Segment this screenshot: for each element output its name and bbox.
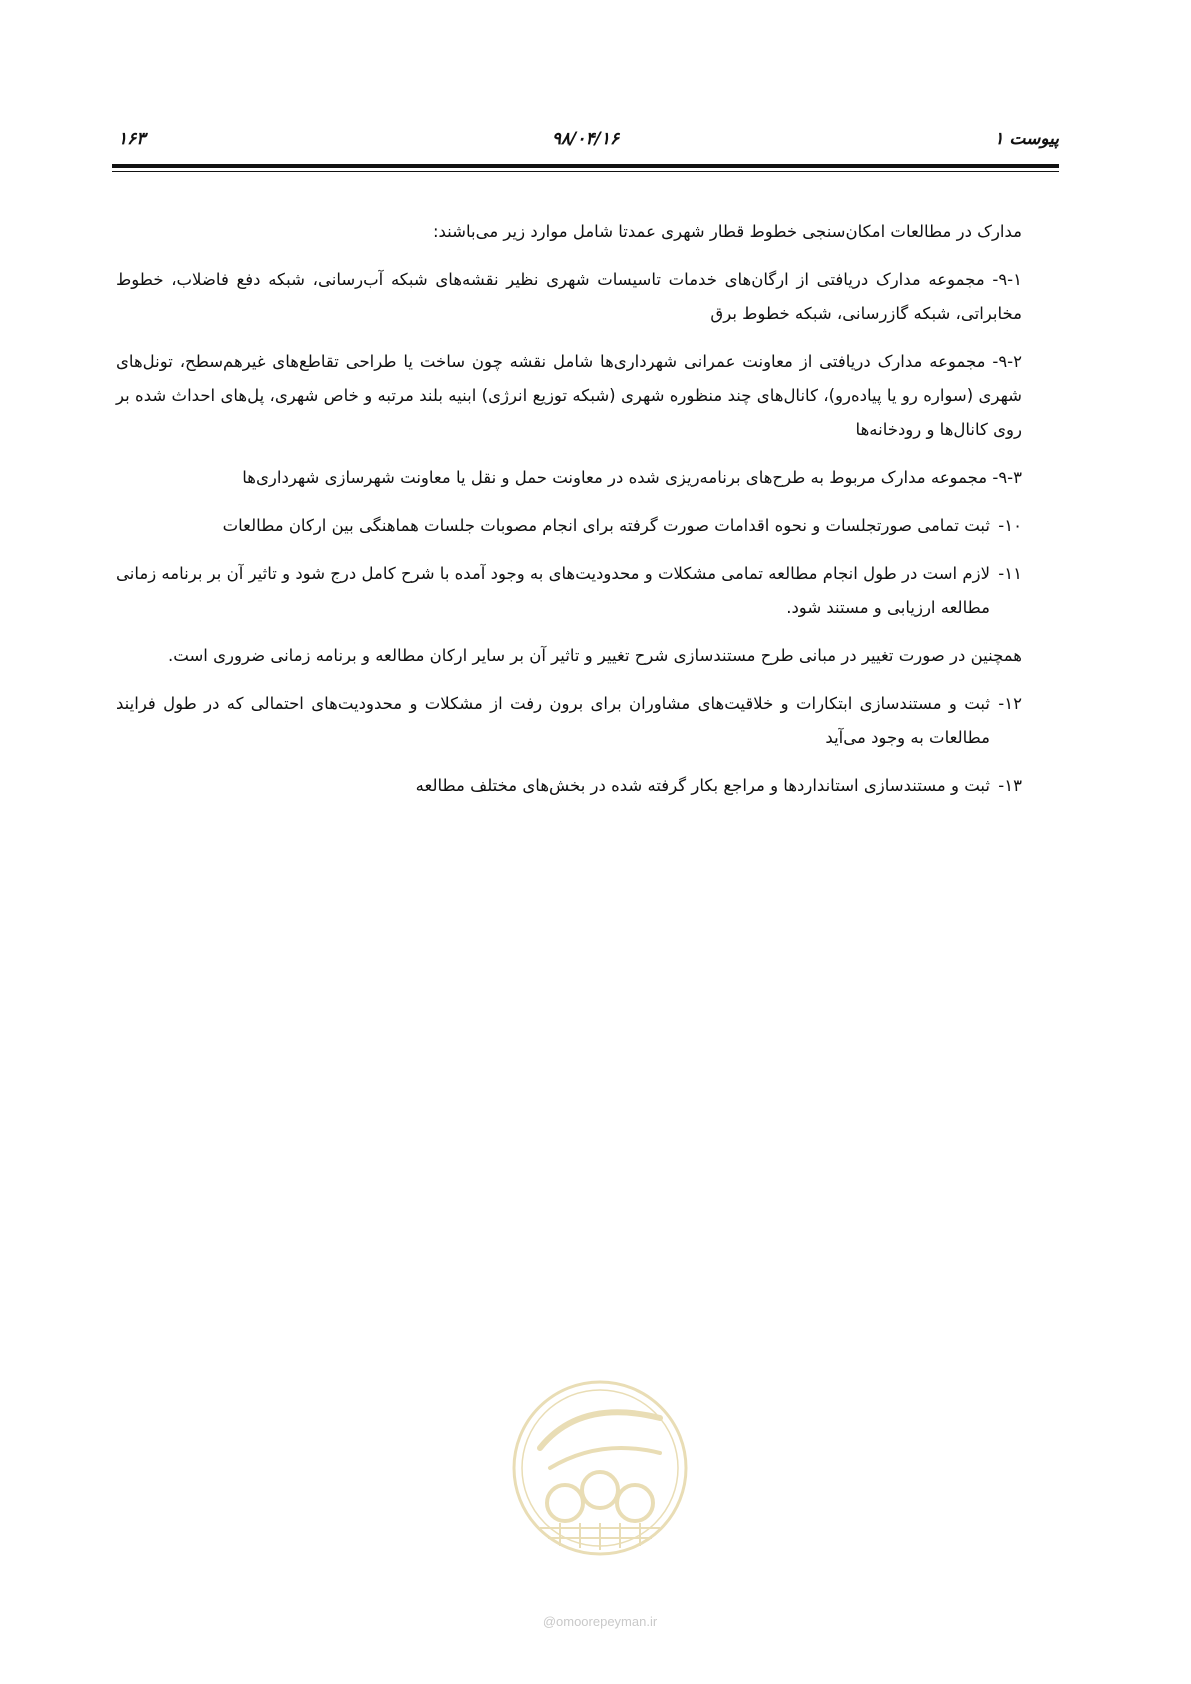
item-13-text: ثبت و مستندسازی استانداردها و مراجع بکار گرفته شده در بخش‌های مختلف مطالعه xyxy=(415,776,990,795)
item-11-text: لازم است در طول انجام مطالعه تمامی مشکلات و محدودیت‌های به وجود آمده با شرح کامل درج شود و تاثیر آن بر برنامه زمانی مطالعه ارزیابی و مستند شود. xyxy=(116,564,990,617)
paragraph-9-2: ۹-۲- مجموعه مدارک دریافتی از معاونت عمرانی شهرداری‌ها شامل نقشه چون ساخت یا طراحی تقاطع‌های غیرهم‌سطح، تونل‌های شهری (سواره رو یا پیاده‌رو)، کانال‌های چند منظوره شهری (شبکه توزیع انرژی) ابنیه بلند مرتبه و خاص شهری، پل‌های احداث شده بر روی کانال‌ها و رودخانه‌ها xyxy=(116,352,1022,439)
item-11-continuation: همچنین در صورت تغییر در مبانی طرح مستندسازی شرح تغییر و تاثیر آن بر سایر ارکان مطالعه و برنامه زمانی ضروری است. xyxy=(168,646,1022,665)
item-12 xyxy=(116,687,1022,755)
watermark-logo xyxy=(510,1378,690,1558)
item-11 xyxy=(116,557,1022,625)
item-13 xyxy=(116,769,1022,803)
watermark-url: @omoorepeyman.ir xyxy=(542,1614,658,1629)
page-number: ۱۶۳ xyxy=(118,129,146,149)
paragraph-9-1: ۹-۱- مجموعه مدارک دریافتی از ارگان‌های خدمات تاسیسات شهری نظیر نقشه‌های شبکه آب‌رسانی، شبکه دفع فاضلاب، خطوط مخابراتی، شبکه گازرسانی، شبکه خطوط برق xyxy=(116,270,1022,323)
header-rule-thick xyxy=(112,164,1059,168)
document-body xyxy=(116,215,1022,817)
item-10 xyxy=(116,509,1022,543)
item-10-number: ۱۰- xyxy=(998,516,1022,535)
item-10-text: ثبت تمامی صورتجلسات و نحوه اقدامات صورت گرفته برای انجام مصوبات جلسات هماهنگی بین ارکان مطالعات xyxy=(222,516,990,535)
item-11-number: ۱۱- xyxy=(998,564,1022,583)
paragraph-9-3: ۹-۳- مجموعه مدارک مربوط به طرح‌های برنامه‌ریزی شده در معاونت حمل و نقل یا معاونت شهرسازی شهرداری‌ها xyxy=(242,468,1022,487)
header-rule-thin xyxy=(112,171,1059,172)
item-13-number: ۱۳- xyxy=(998,776,1022,795)
page-header xyxy=(112,126,1059,152)
header-date: ۹۸/۰۴/۱۶ xyxy=(551,129,620,149)
appendix-label: پیوست ۱ xyxy=(994,129,1059,149)
item-12-text: ثبت و مستندسازی ابتکارات و خلاقیت‌های مشاوران برای برون رفت از مشکلات و محدودیت‌های احتمالی که در طول فرایند مطالعات به وجود می‌آید xyxy=(116,694,990,747)
item-12-number: ۱۲- xyxy=(998,694,1022,713)
intro-paragraph: مدارک در مطالعات امکان‌سنجی خطوط قطار شهری عمدتا شامل موارد زیر می‌باشند: xyxy=(432,222,1022,241)
